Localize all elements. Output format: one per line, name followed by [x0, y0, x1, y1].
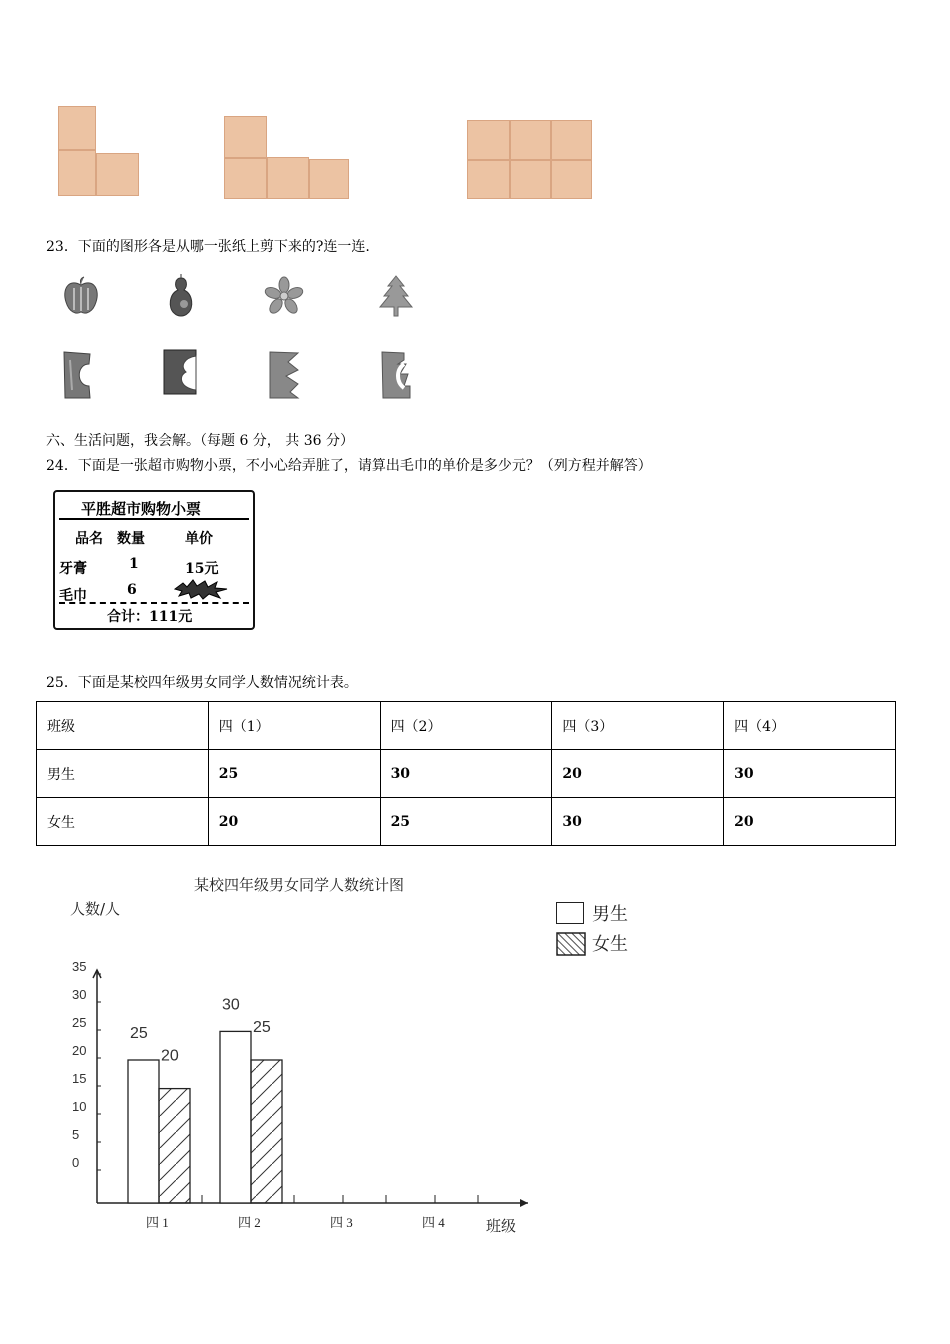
receipt-row1-qty: 1 [129, 556, 139, 572]
table-row [37, 750, 896, 798]
table-cell: 20 [724, 798, 896, 846]
receipt-row2-name: 毛巾 [59, 588, 87, 604]
bar-girls [251, 1060, 282, 1203]
section-heading: 六、生活问题，我会解。（每题 6 分， 共 36 分） [46, 433, 354, 449]
paper-tree-icon [380, 350, 414, 402]
y-tick-label: 35 [72, 959, 87, 974]
bar-girls [159, 1089, 190, 1203]
table-cell: 四（1） [208, 702, 380, 750]
table-cell: 25 [208, 750, 380, 798]
x-category-label: 四 3 [330, 1215, 353, 1230]
receipt-col-name: 品名 [75, 531, 103, 547]
receipt-col-qty: 数量 [117, 531, 145, 547]
question-24: 24．下面是一张超市购物小票，不小心给弄脏了，请算出毛巾的单价是多少元？（列方程并解答） [46, 458, 652, 474]
legend-label-boys: 男生 [592, 904, 628, 925]
x-axis-arrow [520, 1199, 528, 1207]
receipt-col-price: 单价 [185, 531, 213, 547]
legend-swatch-boys [556, 902, 584, 924]
table-cell: 30 [380, 750, 552, 798]
gourd-icon [166, 272, 196, 318]
bar-value-label: 30 [222, 996, 240, 1014]
bar-value-label: 25 [253, 1019, 271, 1036]
table-cell: 20 [208, 798, 380, 846]
table-row [37, 798, 896, 846]
legend-label-girls: 女生 [592, 934, 628, 955]
apple-icon [60, 276, 102, 318]
x-category-label: 四 2 [238, 1215, 261, 1230]
bar-boys [128, 1060, 159, 1203]
stain-icon [173, 578, 229, 600]
table-cell: 女生 [37, 798, 209, 846]
y-tick-label: 30 [72, 987, 87, 1002]
bar-value-label: 25 [130, 1025, 148, 1042]
y-tick-label: 5 [72, 1127, 80, 1142]
x-category-label: 四 1 [146, 1215, 169, 1230]
chart-ylabel: 人数/人 [70, 900, 121, 918]
table-cell: 四（4） [724, 702, 896, 750]
y-tick-label: 25 [72, 1015, 87, 1030]
bar-value-label: 20 [161, 1047, 179, 1065]
tree-icon [378, 274, 414, 318]
table-cell: 20 [552, 750, 724, 798]
paper-apple-icon [62, 350, 96, 400]
bar-chart [0, 940, 560, 1240]
question-25: 25．下面是某校四年级男女同学人数情况统计表。 [46, 675, 358, 691]
bar-boys [220, 1031, 251, 1203]
table-cell: 班级 [37, 702, 209, 750]
question-23: 23．下面的图形各是从哪一张纸上剪下来的?连一连. [46, 239, 370, 255]
table-cell: 男生 [37, 750, 209, 798]
receipt-row1-name: 牙膏 [59, 561, 87, 577]
paper-flower-icon [268, 350, 302, 400]
stats-table [36, 701, 896, 846]
receipt-title: 平胜超市购物小票 [81, 500, 202, 518]
paper-gourd-icon [160, 346, 200, 398]
y-tick-label: 15 [72, 1071, 87, 1086]
chart-title: 某校四年级男女同学人数统计图 [194, 876, 405, 894]
table-cell: 30 [724, 750, 896, 798]
y-tick-label: 10 [72, 1099, 87, 1114]
receipt [53, 490, 255, 630]
receipt-row2-qty: 6 [127, 582, 137, 598]
receipt-row1-price: 15元 [185, 561, 219, 577]
legend-swatch-girls [556, 932, 586, 956]
table-cell: 四（3） [552, 702, 724, 750]
receipt-total: 合计：111元 [107, 609, 193, 625]
table-cell: 25 [380, 798, 552, 846]
flower-icon [264, 276, 304, 316]
table-cell: 30 [552, 798, 724, 846]
x-category-label: 四 4 [422, 1215, 445, 1230]
x-axis-label: 班级 [486, 1219, 517, 1235]
table-cell: 四（2） [380, 702, 552, 750]
table-row [37, 702, 896, 750]
y-tick-label: 0 [72, 1155, 80, 1170]
y-tick-label: 20 [72, 1043, 87, 1058]
